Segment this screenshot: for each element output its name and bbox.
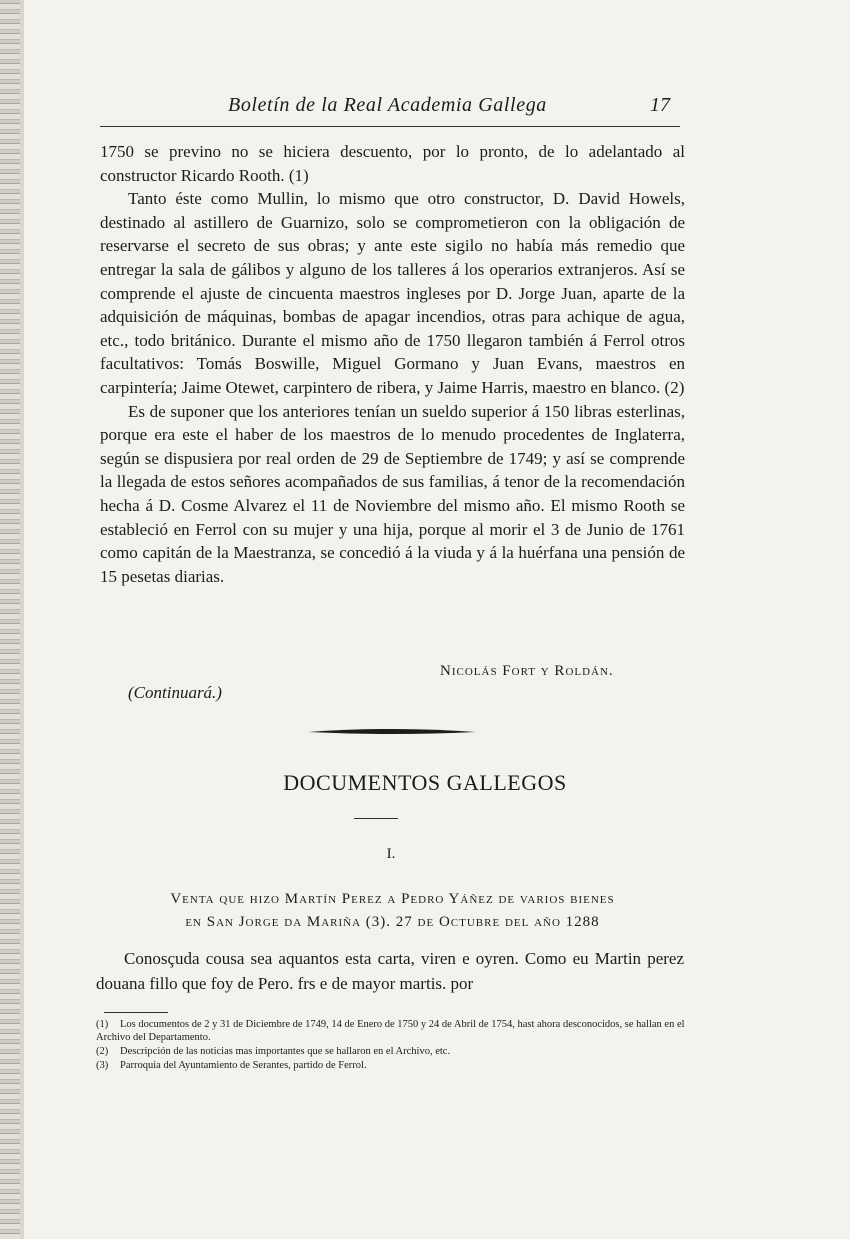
document-paragraph: Conosçuda cousa sea aquantos esta carta, viren e oyren. Como eu Martin perez douana fillo que foy de Pero. frs e de mayor martis. por (96, 949, 684, 993)
footnote-mark: (2) (96, 1046, 109, 1057)
footnote (96, 1045, 686, 1058)
section-divider (354, 818, 398, 819)
article-body (100, 140, 685, 588)
continuation-note: (Continuará.) (128, 683, 222, 702)
footnote (96, 1059, 686, 1072)
scan-binding-shadow (20, 0, 24, 1239)
document-text (96, 946, 684, 996)
footnote-mark: (1) (96, 1019, 109, 1030)
author-signature: Nicolás Fort y Roldán. (440, 663, 614, 679)
paragraph: 1750 se previno no se hiciera descuento, por lo pronto, de lo adelantado al constructor Ricardo Rooth. (1) (100, 142, 685, 185)
paragraph: Es de suponer que los anteriores tenían un sueldo superior á 150 libras esterlinas, porque era este el haber de los maestros de lo menudo procedentes de Inglaterra, según se dispusiera por real orden de 29 de Septiembre de 1749; y así se comprende la llegada de estos señores acompañados de sus familias, á tenor de la recomendación hecha á D. Cosme Alvarez el 11 de Noviembre del mismo año. El mismo Rooth se estableció en Ferrol con su mujer y una hija, porque al morir el 3 de Junio de 1761 como capitán de la Maestranza, se concedió á la viuda y á la huérfana una pensión de 15 pesetas diarias. (100, 401, 685, 586)
ornamental-rule (308, 726, 476, 738)
paragraph: Tanto éste como Mullin, lo mismo que otro constructor, D. David Howels, destinado al astillero de Guarnizo, solo se comprometieron con la obligación de reservarse el secreto de sus obras; y ante este sigilo no había más remedio que entregar la sala de gálibos y alguno de los talleres á los operarios extranjeros. Así se comprende el ajuste de cincuenta maestros ingleses por D. Jorge Juan, aparte de la adquisición de máquinas, bombas de apagar incendios, otras para achique de agua, etc., todo británico. Durante el mismo año de 1750 llegaron también á Ferrol otros facultativos: Tomás Boswille, Miguel Gormano y Juan Evans, maestros en carpintería; Jaime Otewet, carpintero de ribera, y Jaime Harris, maestro en blanco. (2) (100, 189, 685, 397)
footnote-mark: (3) (96, 1060, 109, 1071)
footnote (96, 1018, 686, 1044)
footnote-rule (104, 1012, 168, 1013)
footnote-text: Los documentos de 2 y 31 de Diciembre de 1749, 14 de Enero de 1750 y 24 de Abril de 1754, hast ahora desconocidos, se hallan en el Archivo del Departamento. (96, 1019, 685, 1043)
document-heading (100, 888, 685, 934)
footnote-text: Parroquia del Ayuntamiento de Serantes, partido de Ferrol. (120, 1060, 367, 1071)
running-title: Boletín de la Real Academia Gallega (228, 94, 547, 116)
document-number: I. (386, 846, 396, 862)
document-heading-line: Venta que hizo Martín Perez a Pedro Yáñez de varios bienes (170, 891, 615, 907)
scan-binding-edge (0, 0, 20, 1239)
section-title: DOCUMENTOS GALLEGOS (283, 770, 567, 795)
footnotes (96, 1018, 686, 1073)
page-header (100, 92, 680, 127)
page-number: 17 (650, 94, 670, 116)
document-heading-line: en San Jorge da Mariña (3). 27 de Octubre del año 1288 (185, 914, 600, 930)
footnote-text: Descripción de las noticias mas importantes que se hallaron en el Archivo, etc. (120, 1046, 451, 1057)
